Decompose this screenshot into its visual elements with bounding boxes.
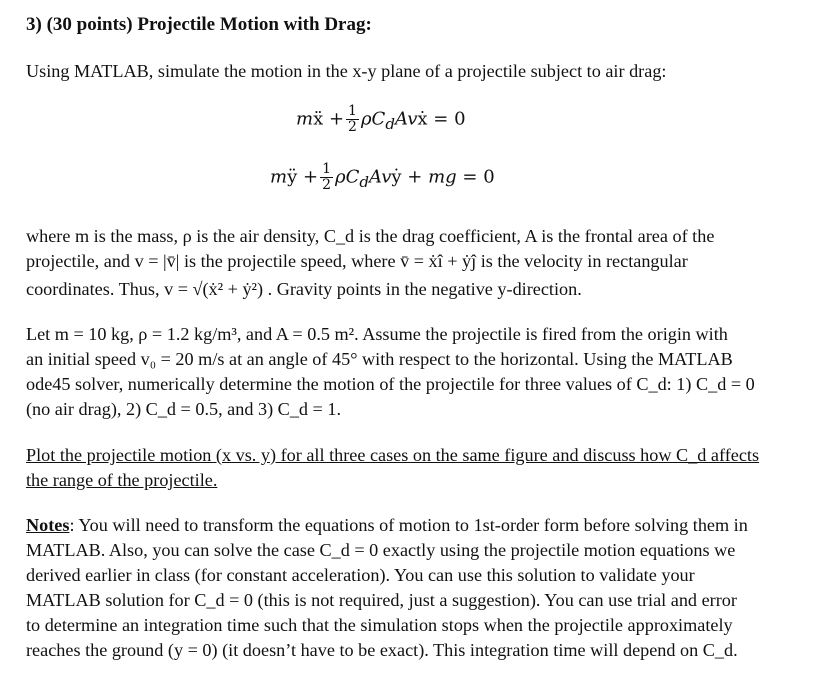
para2-line2: an initial speed v₀ = 20 m/s at an angle of 45° with respect to the horizontal. Using the MATLAB	[26, 349, 733, 369]
para3-line2: the range of the projectile.	[26, 470, 218, 490]
notes-line3: derived earlier in class (for constant acceleration). You can use this solution to validate your	[26, 565, 695, 585]
problem-heading: 3) (30 points) Projectile Motion with Drag:	[26, 14, 372, 35]
notes-line1	[26, 514, 748, 536]
para1-line1: where m is the mass, ρ is the air density, C_d is the drag coefficient, A is the frontal area of the	[26, 226, 715, 246]
intro-text: Using MATLAB, simulate the motion in the x-y plane of a projectile subject to air drag:	[26, 61, 667, 81]
notes-label: Notes	[26, 515, 70, 535]
equation-x: mẍ + $\frac{1}{2}$ $\rho C_dAvẋ = 0$	[296, 103, 466, 135]
notes-line1-text: : You will need to transform the equations of motion to 1st-order form before solving them in	[69, 515, 748, 535]
equation-y: mÿ + $\frac{1}{2}$ $\rho C_dAvẏ$ + mg = 0	[270, 161, 495, 193]
notes-line6: reaches the ground (y = 0) (it doesn’t have to be exact). This integration time will depend on C_d.	[26, 640, 738, 660]
notes-line5: to determine an integration time such that the simulation stops when the projectile approximately	[26, 615, 733, 635]
para2-line4: (no air drag), 2) C_d = 0.5, and 3) C_d = 1.	[26, 399, 341, 419]
para1-line3: coordinates. Thus, v = √(ẋ² + ẏ²) . Gravity points in the negative y-direction.	[26, 279, 582, 299]
para1-line2: projectile, and v = |v̄| is the projectile speed, where v̄ = ẋî + ẏĵ is the velocity in rectangular	[26, 251, 688, 271]
notes-line4: MATLAB solution for C_d = 0 (this is not required, just a suggestion). You can use trial and error	[26, 590, 737, 610]
fraction-half: $\frac{1}{2}$	[348, 103, 357, 135]
notes-line2: MATLAB. Also, you can solve the case C_d = 0 exactly using the projectile motion equations we	[26, 540, 736, 560]
para2-line3: ode45 solver, numerically determine the motion of the projectile for three values of C_d: 1) C_d = 0	[26, 374, 755, 394]
para3-line1: Plot the projectile motion (x vs. y) for all three cases on the same figure and discuss how C_d affects	[26, 445, 760, 465]
fraction-half: $\frac{1}{2}$	[322, 161, 331, 193]
para2-line1: Let m = 10 kg, ρ = 1.2 kg/m³, and A = 0.5 m². Assume the projectile is fired from the origin with	[26, 324, 728, 344]
